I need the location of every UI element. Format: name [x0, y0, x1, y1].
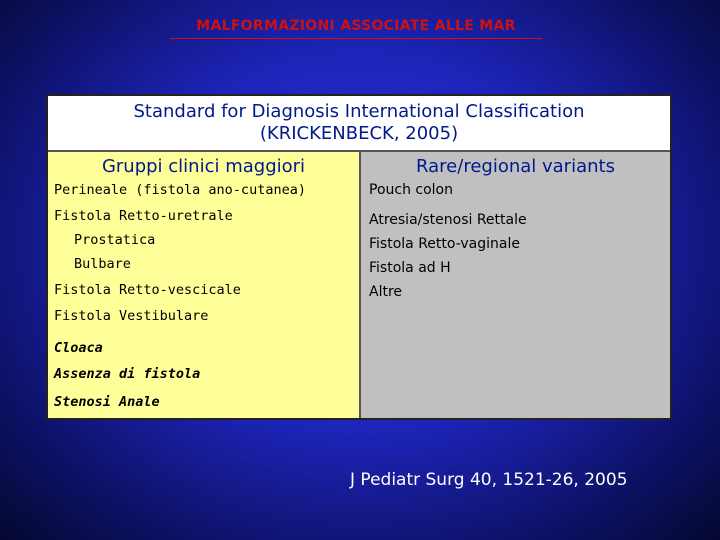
- left-column: [48, 150, 361, 418]
- table-header-line1: Standard for Diagnosis International Classification: [133, 101, 585, 122]
- table-header-line2: (KRICKENBECK, 2005): [259, 123, 459, 144]
- list-item: Stenosi Anale: [54, 394, 160, 410]
- list-subitem: Prostatica: [74, 232, 156, 248]
- right-column-heading: Rare/regional variants: [416, 156, 615, 177]
- list-item: Fistola Retto-vescicale: [54, 282, 241, 298]
- list-item: Perineale (fistola ano-cutanea): [54, 182, 306, 198]
- slide-title: MALFORMAZIONI ASSOCIATE ALLE MAR: [170, 18, 542, 39]
- list-item: Assenza di fistola: [54, 366, 201, 382]
- list-item: Pouch colon: [369, 182, 453, 198]
- list-item: Atresia/stenosi Rettale: [369, 212, 527, 228]
- list-item-label: Fistola Retto-uretrale: [54, 208, 233, 224]
- list-item: Fistola ad H: [369, 260, 451, 276]
- list-item: Cloaca: [54, 340, 103, 356]
- list-subitem: Bulbare: [74, 256, 131, 272]
- left-column-heading: Gruppi clinici maggiori: [101, 156, 306, 177]
- list-item: [54, 204, 233, 276]
- right-column: [361, 150, 670, 418]
- list-item: Fistola Retto-vaginale: [369, 236, 520, 252]
- citation: J Pediatr Surg 40, 1521-26, 2005: [350, 470, 628, 490]
- table-header: [48, 96, 670, 150]
- list-item: Altre: [369, 284, 403, 300]
- list-item: Fistola Vestibulare: [54, 308, 209, 324]
- classification-table: [46, 94, 672, 420]
